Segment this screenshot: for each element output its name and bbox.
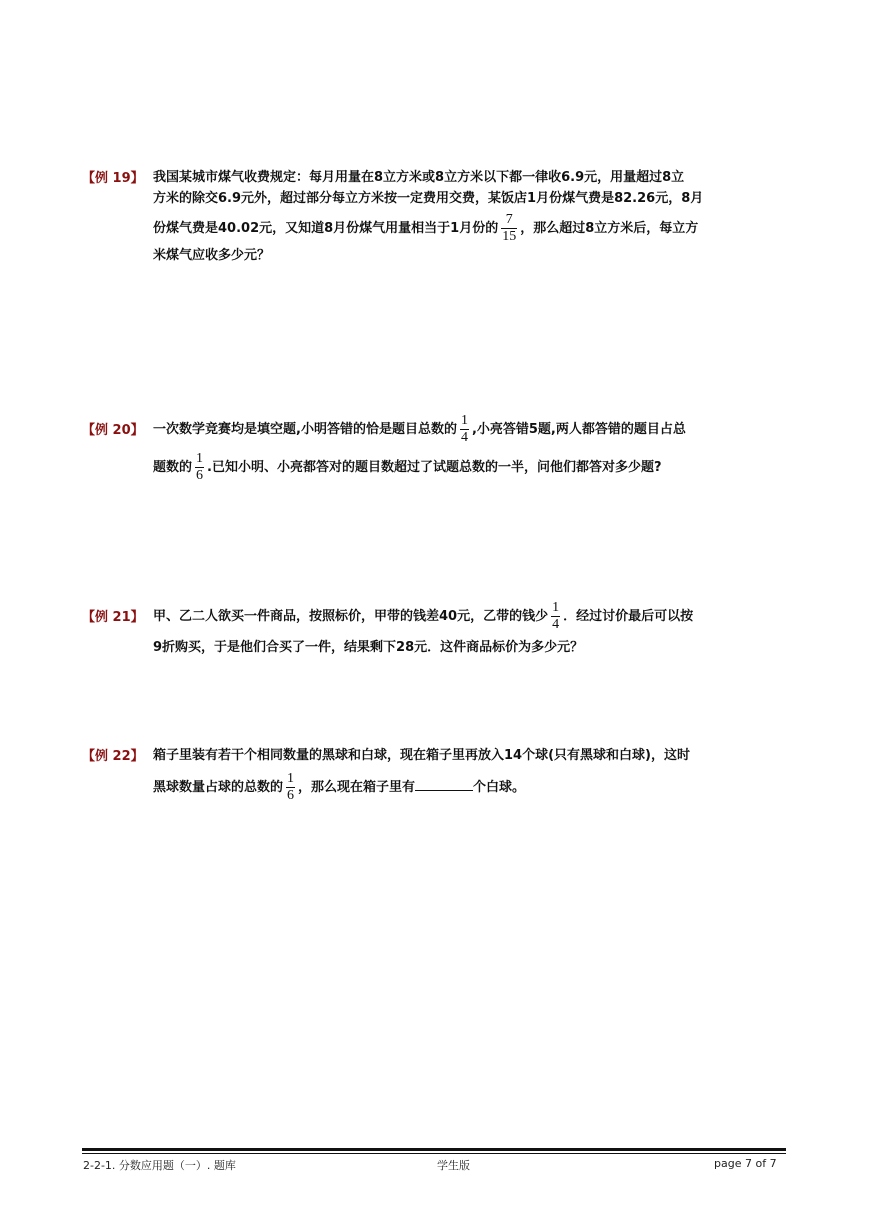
text-segment: 个白球。 (473, 780, 526, 795)
answer-blank[interactable] (415, 778, 473, 791)
fraction-denominator: 15 (502, 229, 517, 244)
fraction (286, 771, 295, 804)
text-line: 箱子里装有若干个相同数量的黑球和白球，现在箱子里再放入14个球(只有黑球和白球)，这时 (153, 748, 690, 763)
problem-text (153, 745, 788, 808)
text-segment: 一次数学竞赛均是填空题,小明答错的恰是题目总数的 (153, 422, 457, 437)
fraction (551, 600, 560, 633)
fraction-denominator: 4 (552, 617, 560, 632)
footer-course-title: 2-2-1. 分数应用题（一）. 题库 (83, 1159, 236, 1172)
fraction (195, 451, 204, 484)
fraction-numerator: 1 (552, 600, 560, 615)
problem-text (153, 597, 788, 658)
footer-page-number: page 7 of 7 (714, 1157, 777, 1170)
text-line (153, 209, 788, 249)
problem-text (153, 410, 788, 488)
text-line: 方米的除交6.9元外，超过部分每立方米按一定费用交费，某饭店1月份煤气费是82.26元，8月 (153, 191, 704, 206)
text-segment: .已知小明、小亮都答对的题目数超过了试题总数的一半，问他们都答对多少题? (207, 460, 662, 475)
fraction (501, 212, 517, 245)
text-line (153, 768, 788, 808)
text-segment: 甲、乙二人欲买一件商品，按照标价，甲带的钱差40元，乙带的钱少 (153, 609, 549, 624)
fraction-denominator: 6 (287, 788, 295, 803)
fraction-numerator: 1 (196, 451, 204, 466)
problem-tag: 【例 19】 (82, 171, 144, 186)
problem-tag: 【例 22】 (82, 749, 144, 764)
problem-tag: 【例 20】 (82, 423, 144, 438)
text-line: 米煤气应收多少元？ (153, 248, 271, 263)
text-line (153, 448, 788, 488)
fraction-numerator: 1 (287, 771, 295, 786)
text-line: 9折购买，于是他们合买了一件，结果剩下28元．这件商品标价为多少元？ (153, 640, 584, 655)
footer-edition: 学生版 (437, 1159, 470, 1172)
fraction (460, 413, 469, 446)
problem-text (153, 167, 788, 266)
text-line: 我国某城市煤气收费规定：每月用量在8立方米或8立方米以下都一律收6.9元，用量超过8立 (153, 170, 685, 185)
fraction-denominator: 4 (460, 430, 468, 445)
footer-rule (82, 1148, 786, 1151)
text-segment: ，那么超过8立方米后，每立方 (520, 221, 699, 236)
text-segment: 黑球数量占球的总数的 (153, 780, 284, 795)
text-segment: ,小亮答错5题,两人都答错的题目占总 (471, 422, 686, 437)
fraction-numerator: 7 (501, 212, 517, 229)
text-line (153, 410, 788, 450)
text-segment: ．经过讨价最后可以按 (563, 609, 694, 624)
problem-tag: 【例 21】 (82, 610, 144, 625)
text-line (153, 597, 788, 637)
footer-rule-thin (82, 1153, 786, 1154)
text-segment: ，那么现在箱子里有 (298, 780, 416, 795)
text-segment: 题数的 (153, 460, 193, 475)
fraction-numerator: 1 (460, 413, 468, 428)
text-segment: 份煤气费是40.02元，又知道8月份煤气用量相当于1月份的 (153, 221, 499, 236)
fraction-denominator: 6 (196, 468, 204, 483)
